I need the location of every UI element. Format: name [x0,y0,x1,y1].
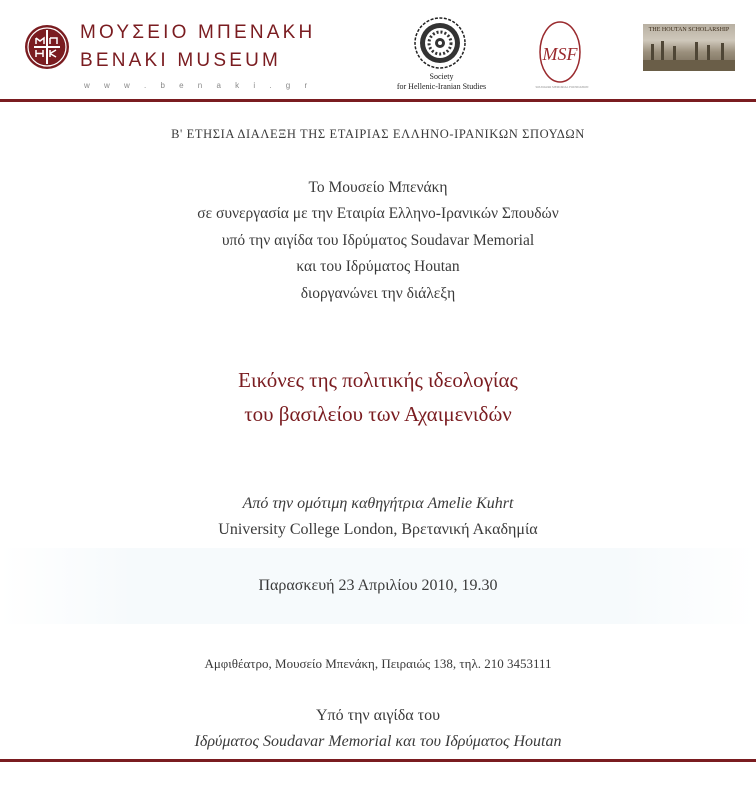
lecture-title-line1: Εικόνες της πολιτικής ιδεολογίας [238,368,518,392]
society-caption-line2: for Hellenic-Iranian Studies [396,82,487,91]
society-caption-line1: Society [429,72,454,81]
persepolis-ruins-image [643,24,735,71]
museum-name-english: BENAKI MUSEUM [80,50,282,71]
organizer-line-2: σε συνεργασία με την Εταιρία Ελληνο-Ιρανικών Σπουδών [197,205,559,222]
museum-website[interactable]: w w w . b e n a k i . g r [84,81,314,90]
speaker-affiliation: University College London, Βρετανική Ακαδημία [218,521,538,538]
houtan-caption: THE HOUTAN SCHOLARSHIP [648,27,730,33]
organizer-line-1: Το Μουσείο Μπενάκη [308,179,448,196]
msf-caption: SOUDAVAR MEMORIAL FOUNDATION [535,85,589,89]
soudavar-memorial-logo [536,18,584,90]
organizer-line-5: διοργανώνει την διάλεξη [300,285,456,302]
event-venue: Αμφιθέατρο, Μουσείο Μπενάκη, Πειραιώς 138, τηλ. 210 3453111 [204,656,552,671]
houtan-scholarship-logo [643,24,735,71]
lecture-title-line2: του βασιλείου των Αχαιμενιδών [244,402,512,426]
lecture-heading: Β' ΕΤΗΣΙΑ ΔΙΑΛΕΞΗ ΤΗΣ ΕΤΑΙΡΙΑΣ ΕΛΛΗΝΟ-ΙΡΑΝΙΚΩΝ ΣΠΟΥΔΩΝ [171,127,585,141]
event-datetime: Παρασκευή 23 Απριλίου 2010, 19.30 [258,577,498,594]
aegis-line2: Ιδρύματος Soudavar Memorial και του Ιδρύματος Houtan [194,733,562,750]
society-caption [384,72,499,92]
organizer-line-3: υπό την αιγίδα του Ιδρύματος Soudavar Memorial [221,232,535,249]
speaker: Από την ομότιμη καθηγήτρια Amelie Kuhrt [242,495,514,512]
organizer-line-4: και του Ιδρύματος Houtan [296,258,460,275]
museum-name-greek: ΜΟΥΣΕΙΟ ΜΠΕΝΑΚΗ [80,22,316,43]
header [0,0,756,100]
svg-text:MSF: MSF [542,44,578,64]
society-rosette-logo [413,16,467,70]
aegis-line1: Υπό την αιγίδα του [316,707,440,724]
benaki-museum-logo [24,24,70,70]
header-divider [0,99,756,102]
footer-divider [0,759,756,762]
